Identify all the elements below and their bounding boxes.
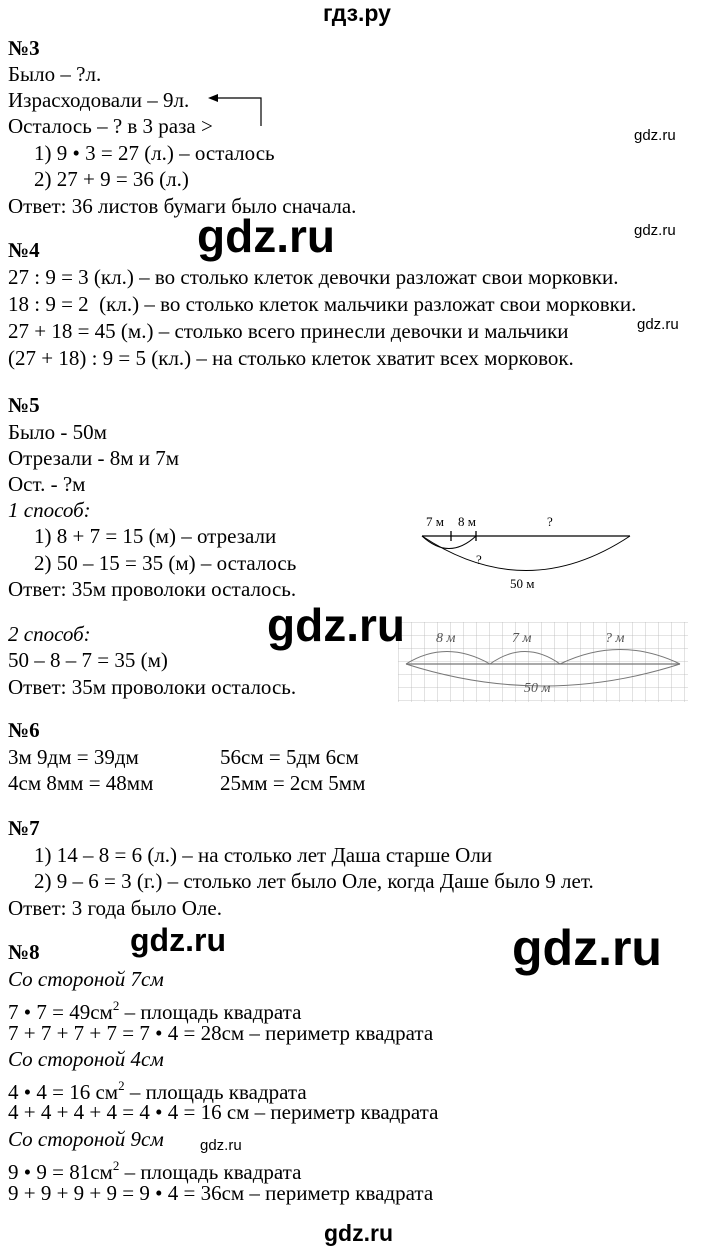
watermark-small: gdz.ru (634, 127, 676, 144)
way1-answer: Ответ: 35м проволоки осталось. (8, 577, 297, 601)
task7-step: 2) 9 – 6 = 3 (г.) – столько лет было Оле, когда Даше было 9 лет. (34, 869, 594, 893)
task5-line: Ост. - ?м (8, 472, 86, 496)
diagram-label: 8 м (458, 514, 476, 529)
task4-line: 18 : 9 = 2 (кл.) – во столько клеток мальчики разложат свои морковки. (8, 292, 637, 316)
task8-perimeter: 7 + 7 + 7 + 7 = 7 • 4 = 28см – периметр квадрата (8, 1021, 434, 1045)
diagram-label: ? (547, 514, 553, 529)
task3-line: Израсходовали – 9л. (8, 88, 190, 112)
diagram-label: ? (476, 552, 482, 567)
way1-step: 2) 50 – 15 = 35 (м) – осталось (34, 551, 297, 575)
diagram-label: 50 м (524, 681, 551, 696)
watermark-large: gdz.ru (197, 210, 335, 262)
task4-line: (27 + 18) : 9 = 5 (кл.) – на столько клеток хватит всех морковок. (8, 346, 574, 370)
way2-answer: Ответ: 35м проволоки осталось. (8, 675, 297, 699)
task7-title: №7 (8, 816, 40, 840)
task3-title: №3 (8, 36, 40, 60)
watermark-large: gdz.ru (267, 599, 405, 651)
diagram-label: 50 м (510, 576, 535, 591)
task6-cell: 25мм = 2см 5мм (220, 771, 366, 795)
segment-diagram (410, 505, 640, 595)
watermark-small: gdz.ru (200, 1137, 242, 1154)
task6-title: №6 (8, 718, 40, 742)
task5-line: Было - 50м (8, 420, 107, 444)
task8-heading: Со стороной 4см (8, 1047, 164, 1071)
task7-step: 1) 14 – 8 = 6 (л.) – на столько лет Даша старше Оли (34, 843, 493, 867)
task6-cell: 4см 8мм = 48мм (8, 771, 154, 795)
task4-line: 27 + 18 = 45 (м.) – столько всего принесли девочки и мальчики (8, 319, 569, 343)
task3-line: Осталось – ? в 3 раза > (8, 114, 213, 138)
diagram-label: ? м (605, 631, 625, 646)
site-footer: gdz.ru (324, 1220, 393, 1246)
watermark-medium: gdz.ru (130, 922, 226, 958)
task3-step: 2) 27 + 9 = 36 (л.) (34, 167, 189, 191)
task5-title: №5 (8, 393, 40, 417)
task6-cell: 56см = 5дм 6см (220, 745, 359, 769)
task3-answer: Ответ: 36 листов бумаги было сначала. (8, 194, 357, 218)
task7-answer: Ответ: 3 года было Оле. (8, 896, 222, 920)
grid-diagram (398, 622, 688, 702)
way2-heading: 2 способ: (8, 622, 91, 646)
way1-step: 1) 8 + 7 = 15 (м) – отрезали (34, 524, 277, 548)
diagram-label: 7 м (426, 514, 444, 529)
watermark-large: gdz.ru (512, 920, 662, 976)
diagram-label: 7 м (512, 631, 532, 646)
task8-perimeter: 4 + 4 + 4 + 4 = 4 • 4 = 16 см – периметр квадрата (8, 1100, 439, 1124)
task8-area: 7 • $7 = 49см^2$ – площадь квадрата (8, 998, 302, 1024)
task6-cell: 3м 9дм = 39дм (8, 745, 139, 769)
way1-heading: 1 способ: (8, 498, 91, 522)
task8-area: 4 • 4 = 16 $см^2$ – площадь квадрата (8, 1078, 307, 1104)
way2-expression: 50 – 8 – 7 = 35 (м) (8, 648, 168, 672)
task5-line: Отрезали - 8м и 7м (8, 446, 180, 470)
diagram-label: 8 м (436, 631, 456, 646)
task8-heading: Со стороной 9см (8, 1127, 164, 1151)
watermark-small: gdz.ru (637, 316, 679, 333)
task4-line: 27 : 9 = 3 (кл.) – во столько клеток девочки разложат свои морковки. (8, 265, 619, 289)
task8-title: №8 (8, 940, 40, 964)
task3-line: Было – ?л. (8, 62, 102, 86)
task4-title: №4 (8, 238, 40, 262)
task8-perimeter: 9 + 9 + 9 + 9 = 9 • 4 = 36см – периметр квадрата (8, 1181, 434, 1205)
task3-step: 1) 9 • 3 = 27 (л.) – осталось (34, 141, 275, 165)
watermark-small: gdz.ru (634, 222, 676, 239)
site-header: гдз.ру (323, 0, 391, 26)
comparison-arrow (205, 88, 275, 128)
task8-area: 9 • $9 = 81см^2$ – площадь квадрата (8, 1158, 302, 1184)
task8-heading: Со стороной 7см (8, 967, 164, 991)
